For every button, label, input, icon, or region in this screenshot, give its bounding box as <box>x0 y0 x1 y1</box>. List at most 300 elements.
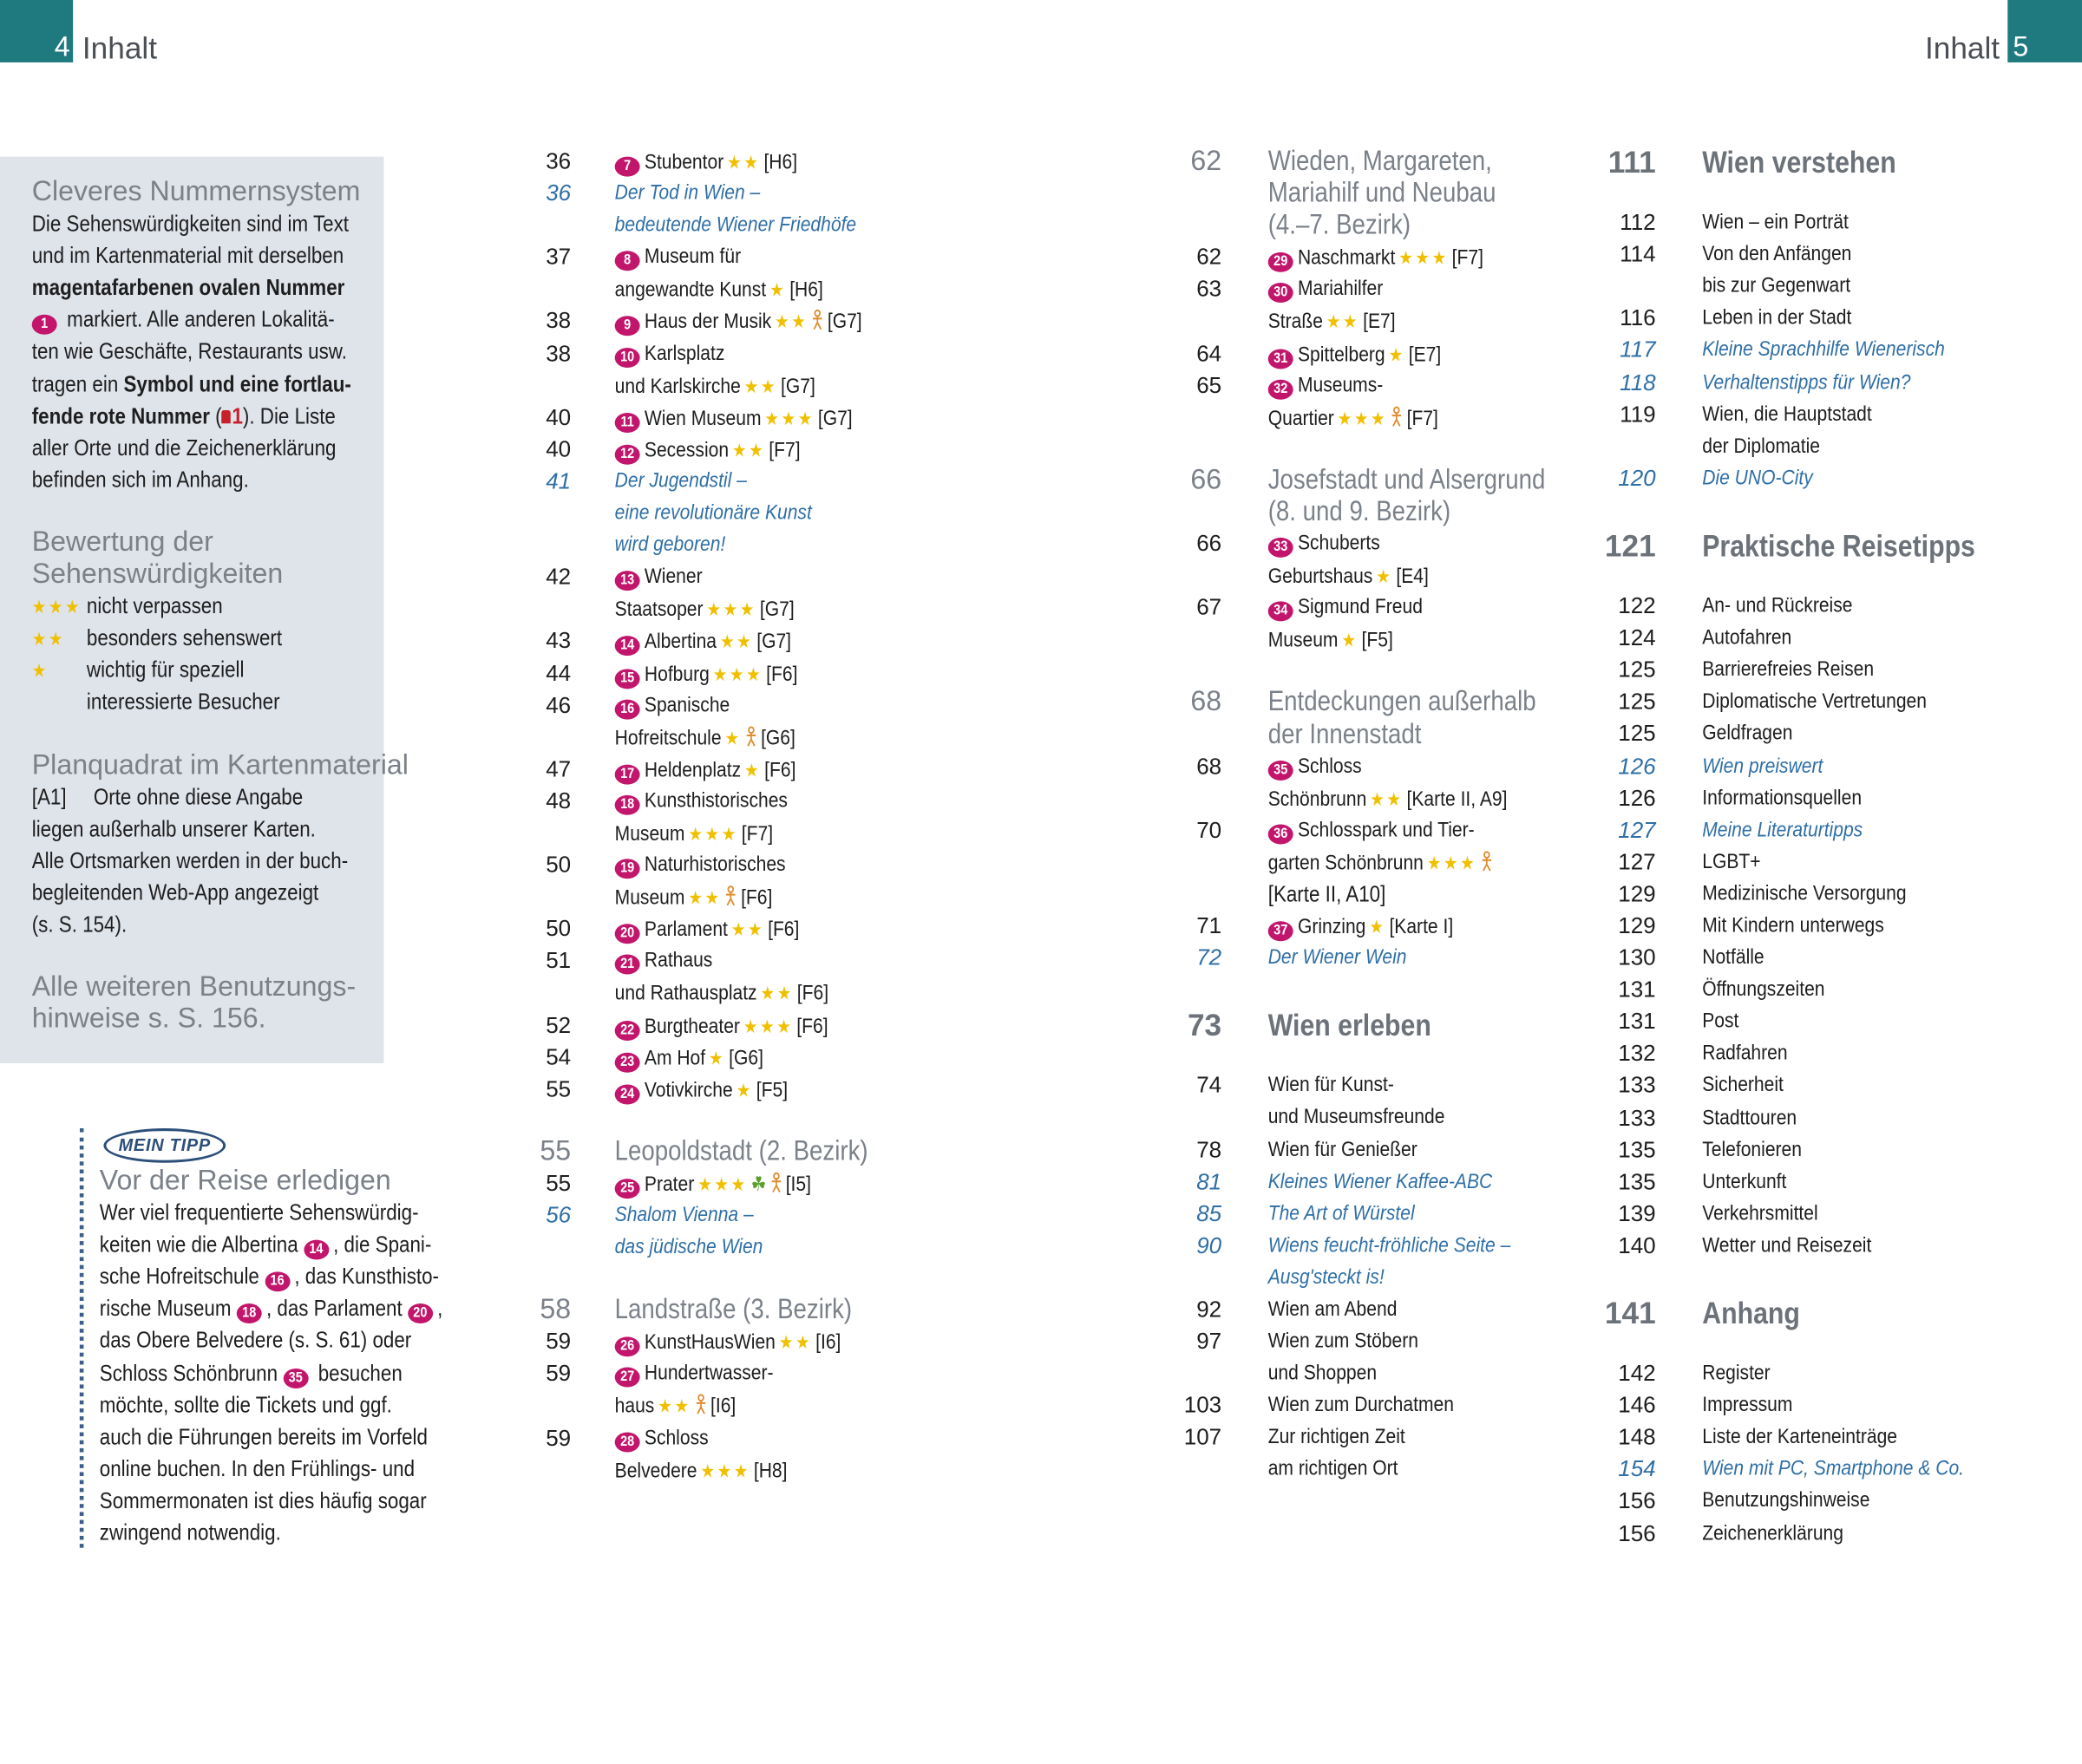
page-number: 133 <box>1618 1105 1656 1131</box>
page-number: 42 <box>546 564 572 590</box>
entry-text: Wiener <box>644 565 703 589</box>
entry-title <box>615 562 824 626</box>
toc-entry[interactable] <box>1582 1102 2020 1134</box>
toc-entry[interactable] <box>1582 1358 2020 1390</box>
entry-line <box>1268 879 1534 911</box>
toc-section-heading[interactable] <box>1153 146 1591 242</box>
entry-line <box>615 178 896 210</box>
text-segment: auch die Führungen bereits im Vorfeld <box>99 1423 428 1450</box>
toc-entry[interactable] <box>1582 1390 2020 1422</box>
entry-line-content <box>615 1009 828 1042</box>
toc-entry[interactable] <box>505 1042 910 1074</box>
page-number: 56 <box>546 1202 572 1228</box>
entry-line-content <box>615 498 812 530</box>
toc-chapter[interactable] <box>1582 530 2020 562</box>
toc-entry[interactable] <box>1582 943 2020 975</box>
entry-text: Hofburg <box>644 663 710 686</box>
entry-line <box>1268 1422 1428 1454</box>
entry-text: The Art of Würstel <box>1267 1202 1415 1225</box>
page-number: 146 <box>1618 1392 1656 1418</box>
toc-entry[interactable] <box>1582 1038 2020 1070</box>
entry-title <box>615 754 826 786</box>
entry-text: Karlsplatz <box>644 342 725 365</box>
toc-section-heading[interactable] <box>1153 464 1591 528</box>
entry-text: Leben in der Stadt <box>1702 307 1852 330</box>
entry-line-content <box>1702 1454 1964 1486</box>
page-number: 111 <box>1607 144 1656 180</box>
entry-line-content <box>1268 879 1386 911</box>
toc-entry[interactable] <box>1582 207 2020 239</box>
entry-line <box>615 242 857 274</box>
rating-stars-icon: ★ <box>736 1078 753 1101</box>
grid-reference: [I6] <box>815 1331 841 1355</box>
entry-text: Kleines Wiener Kaffee-ABC <box>1267 1170 1493 1193</box>
entry-title <box>615 689 825 754</box>
page-number: 41 <box>546 468 572 494</box>
toc-entry[interactable] <box>505 1074 910 1106</box>
entry-line-content <box>1268 719 1422 751</box>
sight-number-badge: 36 <box>1268 824 1293 844</box>
toc-entry[interactable] <box>1582 1199 2020 1231</box>
entry-line <box>615 210 896 242</box>
page-number: 59 <box>546 1425 572 1451</box>
page-number: 129 <box>1618 881 1656 907</box>
entry-line-content <box>615 466 747 498</box>
toc-entry[interactable] <box>1153 1326 1591 1390</box>
toc-chapter[interactable] <box>1153 1009 1591 1042</box>
toc-entry[interactable] <box>1582 975 2020 1007</box>
page-number: 54 <box>546 1044 572 1070</box>
entry-title <box>1268 1294 1418 1326</box>
sight-number-badge: 10 <box>615 347 640 367</box>
toc-entry[interactable] <box>1153 1390 1591 1422</box>
toc-chapter[interactable] <box>1582 146 2020 178</box>
entry-line-content <box>1268 210 1411 242</box>
page-number: 154 <box>1618 1456 1656 1482</box>
text-line <box>100 1518 499 1550</box>
grid-reference: [F6] <box>741 886 773 910</box>
toc-entry[interactable] <box>1582 846 2020 879</box>
toc-entry[interactable] <box>1582 399 2020 463</box>
toc-entry[interactable] <box>505 754 910 786</box>
entry-text: Straße <box>1267 310 1323 334</box>
toc-entry[interactable] <box>1153 1070 1591 1134</box>
bold-segment: fende rote Nummer <box>31 402 210 428</box>
entry-line-content <box>1702 687 1927 719</box>
entry-title <box>1702 1390 1807 1422</box>
entry-text: Wien preiswert <box>1702 755 1823 778</box>
sight-number-badge: 30 <box>1268 284 1293 304</box>
entry-text: LGBT+ <box>1702 850 1761 873</box>
page-number: 38 <box>546 340 572 366</box>
entry-line-content <box>1702 814 1863 846</box>
toc-entry[interactable] <box>505 562 910 626</box>
entry-text: der Innenstadt <box>1267 718 1422 750</box>
toc-entry[interactable] <box>1582 751 2020 783</box>
page-number: 130 <box>1618 944 1656 970</box>
toc-section-heading[interactable] <box>505 1136 910 1168</box>
entry-line-content <box>1702 335 1945 367</box>
entry-title <box>1268 370 1466 434</box>
entry-title <box>615 306 902 338</box>
entry-line-content <box>1702 591 1852 623</box>
entry-title <box>1268 1326 1443 1390</box>
entry-text: Am Hof <box>644 1047 706 1070</box>
toc-entry[interactable] <box>1582 1454 2020 1486</box>
toc-entry[interactable] <box>1153 528 1591 592</box>
toc-entry[interactable] <box>505 146 910 178</box>
entry-text: Wien für Kunst- <box>1267 1074 1394 1097</box>
entry-line <box>615 882 814 914</box>
entry-line-content <box>1702 1486 1869 1518</box>
entry-line-content <box>1702 911 1884 943</box>
entry-line-content <box>615 977 828 1010</box>
text-line <box>100 1421 499 1454</box>
entry-title <box>1702 1454 2007 1486</box>
entry-line-content <box>615 1074 788 1107</box>
entry-line <box>1268 1454 1428 1486</box>
entry-line <box>615 626 820 658</box>
page-number: 92 <box>1196 1297 1222 1323</box>
toc-entry[interactable] <box>505 1326 910 1358</box>
toc-entry[interactable] <box>1153 1166 1591 1199</box>
toc-entry[interactable] <box>1153 943 1591 975</box>
toc-entry[interactable] <box>1582 1134 2020 1166</box>
entry-text: Haus der Musik <box>644 310 772 334</box>
grid-reference: [E7] <box>1363 310 1396 334</box>
grid-reference: [I5] <box>785 1173 811 1196</box>
entry-line <box>615 1009 863 1042</box>
entry-title <box>1702 751 1843 783</box>
entry-text: Wien am Abend <box>1267 1297 1398 1321</box>
toc-section-heading[interactable] <box>505 1295 910 1327</box>
entry-text: Schuberts <box>1297 532 1380 555</box>
toc-entry[interactable] <box>1582 1518 2020 1550</box>
toc-entry[interactable] <box>505 178 910 242</box>
sight-number-badge: 18 <box>237 1304 262 1324</box>
grid-reference: [G7] <box>817 407 853 430</box>
toc-entry[interactable] <box>1582 239 2020 304</box>
text-segment: , die Spani- <box>333 1232 432 1258</box>
entry-title <box>1268 1422 1428 1486</box>
page-number: 63 <box>1196 276 1222 303</box>
entry-text: Der Tod in Wien – <box>614 181 761 205</box>
entry-line <box>615 689 825 722</box>
text-line-content <box>100 1325 411 1357</box>
text-line-content <box>32 464 249 496</box>
toc-entry[interactable] <box>1582 1070 2020 1102</box>
grid-reference: [F5] <box>1361 629 1393 653</box>
entry-text: Diplomatische Vertretungen <box>1702 690 1927 714</box>
page-number: 126 <box>1618 753 1656 779</box>
toc-entry[interactable] <box>1582 335 2020 367</box>
toc-entry[interactable] <box>505 466 910 562</box>
toc-section-heading[interactable] <box>1153 687 1591 751</box>
entry-line <box>1702 1038 1801 1070</box>
entry-line-content <box>1702 304 1851 336</box>
page-number: 52 <box>546 1012 572 1038</box>
toc-entry[interactable] <box>505 1009 910 1042</box>
toc-entry[interactable] <box>1153 814 1591 911</box>
toc-entry[interactable] <box>1582 1486 2020 1518</box>
page-number: 135 <box>1618 1169 1656 1195</box>
toc-entry[interactable] <box>505 1200 910 1264</box>
toc-entry[interactable] <box>1582 687 2020 719</box>
entry-line <box>1268 592 1448 624</box>
text-line <box>100 1325 499 1357</box>
entry-text: garten Schönbrunn <box>1267 852 1424 875</box>
entry-line <box>1268 560 1455 592</box>
entry-line-content <box>615 1454 788 1487</box>
toc-entry[interactable] <box>505 945 910 1009</box>
entry-line-content <box>615 1422 709 1454</box>
toc-entry[interactable] <box>1582 1422 2020 1454</box>
entry-line-content <box>1268 274 1384 306</box>
grid-reference: [Karte II, A9] <box>1406 787 1508 811</box>
entry-text: Stadttouren <box>1702 1106 1797 1129</box>
toc-entry[interactable] <box>1582 911 2020 943</box>
toc-entry[interactable] <box>1153 274 1591 338</box>
entry-text: Wien – ein Porträt <box>1702 211 1849 234</box>
entry-line-content <box>615 402 853 434</box>
text-line <box>32 909 409 941</box>
entry-line <box>1702 591 1876 623</box>
entry-text: Kunsthistorisches <box>644 789 788 813</box>
entry-title <box>1268 1390 1484 1422</box>
rating-stars-icon: ★★ <box>1326 310 1360 333</box>
entry-text: Stubentor <box>644 151 724 174</box>
toc-entry[interactable] <box>1153 338 1591 370</box>
toc-entry[interactable] <box>1153 1231 1591 1295</box>
page-number: 131 <box>1618 1009 1656 1035</box>
sight-number-badge: 14 <box>304 1240 329 1260</box>
entry-text: Rathaus <box>644 949 713 972</box>
text-line <box>32 369 409 401</box>
entry-line-content <box>1268 1454 1398 1486</box>
entry-line <box>1268 1166 1529 1199</box>
toc-entry[interactable] <box>1582 367 2020 399</box>
entry-title <box>1702 814 1889 846</box>
toc-entry[interactable] <box>1582 782 2020 814</box>
text-segment: (s. S. 154). <box>31 911 128 938</box>
toc-entry[interactable] <box>1582 655 2020 687</box>
toc-entry[interactable] <box>1153 370 1591 434</box>
entry-title <box>1702 975 1844 1007</box>
entry-text: bis zur Gegenwart <box>1702 275 1851 298</box>
page-number: 66 <box>1196 531 1222 557</box>
toc-entry[interactable] <box>1582 623 2020 655</box>
rating-stars-icon: ★★★ <box>1398 247 1449 269</box>
entry-line-content <box>1702 751 1823 783</box>
toc-entry[interactable] <box>505 786 910 850</box>
text-line-content <box>100 1230 432 1262</box>
rating-stars-icon: ★★★ <box>706 598 756 621</box>
page-number: 133 <box>1618 1073 1656 1099</box>
page-number: 55 <box>546 1170 572 1196</box>
entry-line <box>615 786 816 818</box>
toc-entry[interactable] <box>1582 814 2020 846</box>
entry-title <box>615 434 831 466</box>
rating-stars-icon: ★★ <box>688 886 722 909</box>
entry-text: Radfahren <box>1702 1042 1788 1066</box>
sight-number-badge: 34 <box>1268 602 1293 622</box>
entry-line <box>1702 239 1876 271</box>
entry-line-content <box>615 274 823 307</box>
toc-entry[interactable] <box>1153 911 1591 943</box>
toc-entry[interactable] <box>505 913 910 945</box>
entry-text: Von den Anfängen <box>1702 243 1852 266</box>
toc-entry[interactable] <box>505 306 910 338</box>
text-segment: befinden sich im Anhang. <box>31 467 249 493</box>
entry-line <box>1268 306 1417 338</box>
text-line-content <box>32 781 303 813</box>
toc-entry[interactable] <box>1582 304 2020 336</box>
entry-title <box>1702 1070 1797 1102</box>
toc-entry[interactable] <box>505 242 910 306</box>
entry-text: Wieden, Margareten, <box>1267 146 1492 177</box>
sight-number-badge: 28 <box>615 1432 640 1452</box>
child-friendly-icon <box>745 727 761 749</box>
rating-stars-icon: ★ <box>709 1047 726 1068</box>
entry-line-content <box>615 242 741 274</box>
text-line <box>32 878 409 910</box>
toc-entry[interactable] <box>1153 1134 1591 1166</box>
toc-entry[interactable] <box>1153 242 1591 274</box>
page-number: 46 <box>546 692 572 718</box>
toc-entry[interactable] <box>1582 1166 2020 1199</box>
page-number: 70 <box>1196 817 1222 843</box>
entry-text: bedeutende Wiener Friedhöfe <box>614 213 857 237</box>
entry-line <box>1702 530 2020 562</box>
entry-text: Albertina <box>644 630 717 654</box>
entry-line <box>1268 1262 1550 1294</box>
entry-title <box>615 402 892 434</box>
entry-line-content <box>1268 242 1483 275</box>
entry-text: Mit Kindern unterwegs <box>1702 914 1884 938</box>
entry-line <box>615 274 857 306</box>
toc-entry[interactable] <box>505 402 910 434</box>
sight-number-badge: 29 <box>1268 252 1293 272</box>
entry-line <box>1268 624 1448 657</box>
page-number: 107 <box>1183 1424 1222 1450</box>
entry-line-content <box>615 945 713 977</box>
toc-entry[interactable] <box>505 1168 910 1200</box>
entry-text: Telefonieren <box>1702 1138 1802 1161</box>
box-heading: Alle weiteren Benutzungs- <box>31 971 357 1003</box>
text-segment: rische Museum <box>99 1296 237 1322</box>
page-number: 51 <box>546 948 572 974</box>
toc-entry[interactable] <box>1582 1007 2020 1039</box>
entry-line <box>1702 1199 1836 1231</box>
nature-icon: ☘ <box>750 1173 767 1196</box>
sight-number-badge: 24 <box>615 1084 640 1104</box>
page-number: 156 <box>1618 1520 1656 1546</box>
entry-text: und Rathausplatz <box>614 983 757 1006</box>
toc-entry[interactable] <box>1153 1422 1591 1486</box>
toc-entry[interactable] <box>1153 751 1591 815</box>
page-number: 132 <box>1618 1041 1656 1067</box>
text-line <box>32 336 409 369</box>
sight-number-badge: 18 <box>615 795 640 815</box>
grid-reference: [G7] <box>827 310 862 334</box>
entry-line <box>1702 782 1888 814</box>
entry-line-content <box>1702 1358 1770 1390</box>
page-title-right: Inhalt <box>1924 30 2000 65</box>
toc-entry[interactable] <box>505 1422 910 1486</box>
toc-entry[interactable] <box>505 1358 910 1422</box>
toc-entry[interactable] <box>1582 879 2020 911</box>
entry-text: (4.–7. Bezirk) <box>1267 210 1411 241</box>
entry-line <box>1702 1070 1797 1102</box>
rating-stars-icon: ★★★ <box>688 822 738 845</box>
entry-line-content <box>1268 1326 1418 1358</box>
text-segment: zwingend notwendig. <box>99 1519 281 1545</box>
toc-entry[interactable] <box>1582 1231 2020 1263</box>
entry-line-content <box>615 1042 763 1075</box>
rating-stars-icon: ★★ <box>31 628 66 650</box>
toc-entry[interactable] <box>505 657 910 689</box>
toc-entry[interactable] <box>505 434 910 466</box>
rating-stars-icon: ★★ <box>778 1331 813 1354</box>
entry-line <box>615 1454 815 1486</box>
entry-title <box>1702 1134 1817 1166</box>
text-line <box>32 813 409 846</box>
page-number: 135 <box>1618 1137 1656 1163</box>
entry-text: Wetter und Reisezeit <box>1702 1234 1872 1258</box>
toc-entry[interactable] <box>1153 1294 1591 1326</box>
entry-title <box>1268 1070 1474 1134</box>
entry-line-content <box>1702 1231 1871 1263</box>
child-friendly-icon <box>811 311 827 334</box>
entry-line-content <box>615 818 773 851</box>
sight-number-badge: 20 <box>408 1304 433 1324</box>
rating-legend-row <box>32 623 409 655</box>
entry-text: Spanische <box>644 693 730 716</box>
entry-text: Öffnungszeiten <box>1702 978 1825 1002</box>
entry-title <box>615 146 828 178</box>
text-segment: aller Orte und die Zeichenerklärung <box>31 434 337 461</box>
entry-line-content <box>1268 146 1492 178</box>
toc-entry[interactable] <box>505 850 910 914</box>
text-segment: , das Parlament <box>265 1296 408 1322</box>
entry-title <box>1702 304 1876 336</box>
page-title-left: Inhalt <box>82 30 158 65</box>
text-line-content <box>32 401 336 433</box>
toc-entry[interactable] <box>1582 463 2020 495</box>
toc-entry[interactable] <box>505 338 910 402</box>
text-line-content <box>100 1454 415 1486</box>
entry-title <box>615 1200 788 1264</box>
entry-text: Sicherheit <box>1702 1074 1784 1097</box>
entry-title <box>1702 530 2020 562</box>
toc-entry[interactable] <box>1153 592 1591 657</box>
toc-entry[interactable] <box>505 626 910 658</box>
toc-chapter[interactable] <box>1582 1297 2020 1329</box>
toc-entry[interactable] <box>1582 719 2020 751</box>
toc-entry[interactable] <box>1582 591 2020 623</box>
entry-text: Benutzungshinweise <box>1702 1490 1870 1513</box>
entry-text: Secession <box>644 439 730 462</box>
toc-entry[interactable] <box>505 689 910 754</box>
grid-reference: [G6] <box>729 1047 763 1070</box>
sight-number-badge: 16 <box>265 1272 290 1292</box>
entry-text: Barrierefreies Reisen <box>1702 658 1875 682</box>
entry-title <box>1268 528 1455 592</box>
toc-entry[interactable] <box>1153 1199 1591 1231</box>
entry-title <box>1702 1038 1801 1070</box>
sight-number-badge: 14 <box>615 637 640 657</box>
entry-line-content <box>1702 1134 1802 1166</box>
